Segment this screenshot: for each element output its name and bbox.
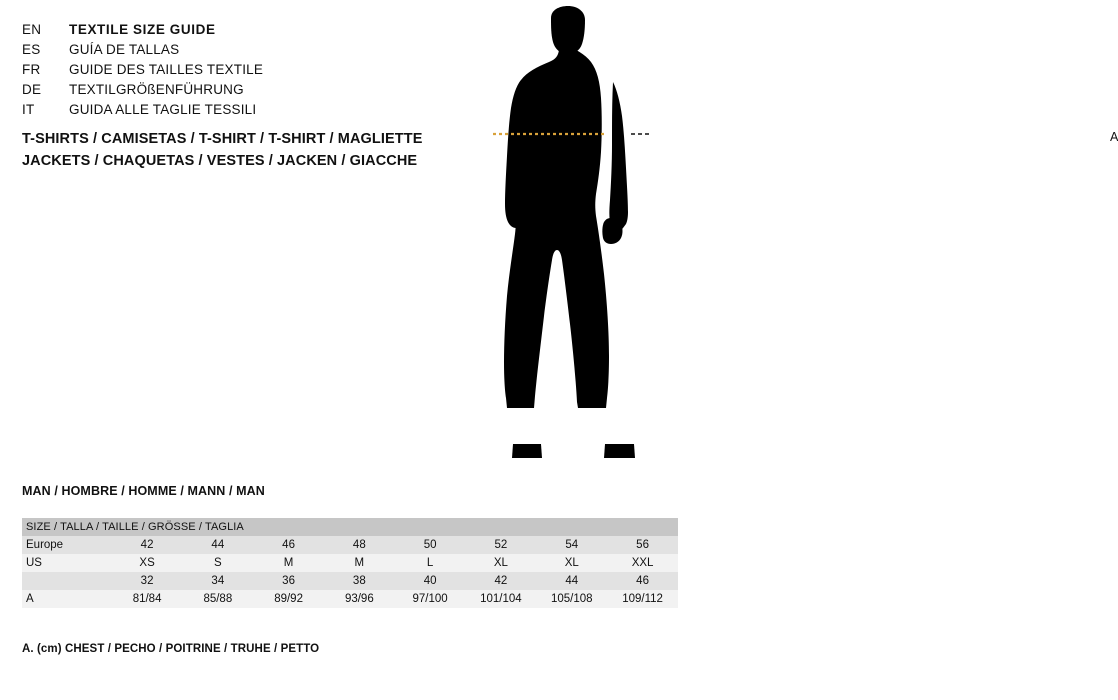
cell: 48: [324, 536, 395, 554]
cell: 93/96: [324, 590, 395, 608]
row-label: Europe: [22, 536, 112, 554]
cell: 46: [253, 536, 324, 554]
cell: 34: [182, 572, 253, 590]
cell: 54: [536, 536, 607, 554]
cell: 44: [536, 572, 607, 590]
cell: M: [253, 554, 324, 572]
table-row: [22, 554, 678, 572]
cell: XL: [465, 554, 536, 572]
chest-callout-label: A: [1110, 130, 1118, 144]
category-tshirts: T-SHIRTS / CAMISETAS / T-SHIRT / T-SHIRT / MAGLIETTE: [22, 131, 423, 147]
language-row: [22, 102, 452, 122]
language-code: EN: [22, 22, 42, 37]
cell: 52: [465, 536, 536, 554]
table-row: [22, 590, 678, 608]
cell: M: [324, 554, 395, 572]
cell: 38: [324, 572, 395, 590]
cell: 44: [182, 536, 253, 554]
row-label: [22, 572, 112, 590]
cell: 89/92: [253, 590, 324, 608]
language-code: ES: [22, 42, 41, 57]
cell: XL: [536, 554, 607, 572]
cell: 32: [112, 572, 183, 590]
cell: 42: [112, 536, 183, 554]
language-row: [22, 22, 452, 42]
cell: 105/108: [536, 590, 607, 608]
cell: 42: [465, 572, 536, 590]
cell: 46: [607, 572, 678, 590]
cell: XXL: [607, 554, 678, 572]
category-jackets: JACKETS / CHAQUETAS / VESTES / JACKEN / GIACCHE: [22, 153, 418, 169]
cell: 81/84: [112, 590, 183, 608]
language-title: GUIDE DES TAILLES TEXTILE: [69, 62, 264, 77]
male-silhouette-illustration: [455, 6, 1118, 476]
table-row: [22, 536, 678, 554]
table-header-label: SIZE / TALLA / TAILLE / GRÖSSE / TAGLIA: [22, 518, 678, 536]
language-row: [22, 82, 452, 102]
table-header-row: [22, 518, 678, 536]
cell: 50: [395, 536, 466, 554]
row-label: A: [22, 590, 112, 608]
table-row: [22, 572, 678, 590]
cell: 85/88: [182, 590, 253, 608]
language-code: IT: [22, 102, 35, 117]
cell: 36: [253, 572, 324, 590]
cell: 109/112: [607, 590, 678, 608]
language-title: TEXTILE SIZE GUIDE: [69, 22, 216, 37]
category-headings: [22, 128, 482, 172]
cell: 97/100: [395, 590, 466, 608]
silhouette-svg: [455, 6, 695, 476]
row-label: US: [22, 554, 112, 572]
cell: 101/104: [465, 590, 536, 608]
language-title: TEXTILGRÖßENFÜHRUNG: [69, 82, 244, 97]
man-section-label: MAN / HOMBRE / HOMME / MANN / MAN: [22, 484, 265, 498]
language-code: DE: [22, 82, 42, 97]
language-title-list: [22, 22, 452, 122]
language-code: FR: [22, 62, 41, 77]
language-row: [22, 62, 452, 82]
cell: 56: [607, 536, 678, 554]
cell: S: [182, 554, 253, 572]
size-table: [22, 518, 678, 608]
cell: XS: [112, 554, 183, 572]
cell: 40: [395, 572, 466, 590]
cell: L: [395, 554, 466, 572]
language-title: GUIDA ALLE TAGLIE TESSILI: [69, 102, 257, 117]
language-title: GUÍA DE TALLAS: [69, 42, 180, 57]
measurement-footnote: A. (cm) CHEST / PECHO / POITRINE / TRUHE / PETTO: [22, 643, 320, 655]
language-row: [22, 42, 452, 62]
